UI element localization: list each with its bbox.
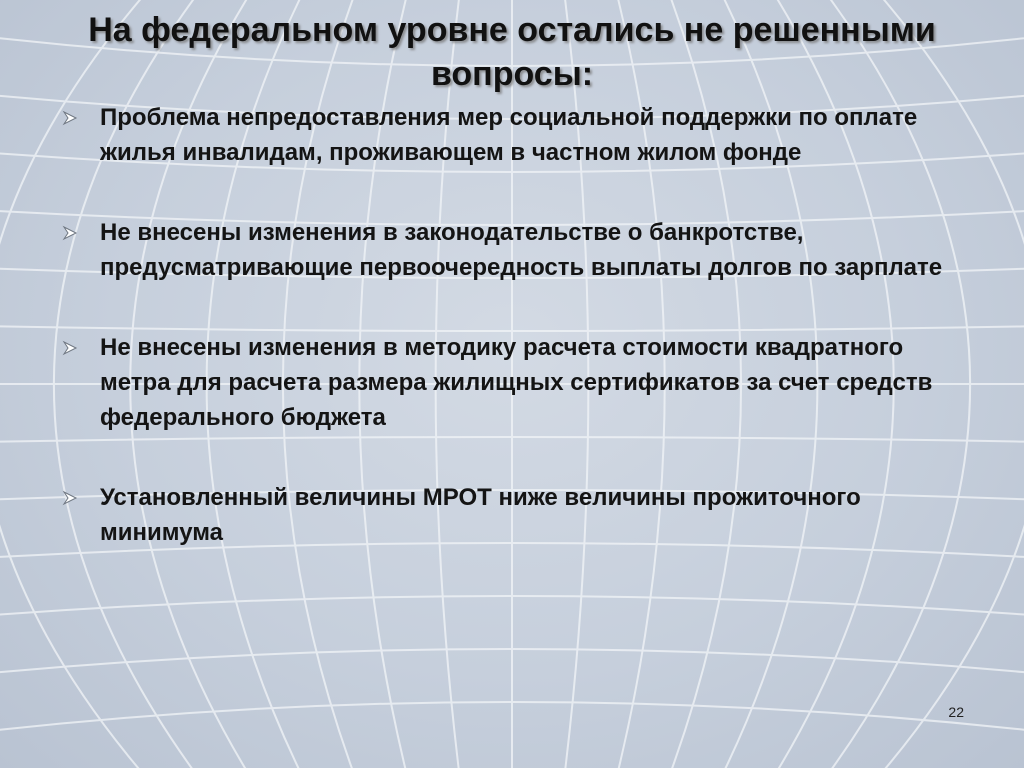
arrow-bullet-icon <box>62 340 78 356</box>
bullet-text: Не внесены изменения в методику расчета стоимости квадратного метра для расчета размера жилищных сертификатов за счет средств федерального бюджета <box>100 334 933 431</box>
bullet-text: Не внесены изменения в законодательстве о банкротстве, предусматривающие первоочередность выплаты долгов по зарплате <box>100 219 943 281</box>
arrow-bullet-icon <box>62 110 78 126</box>
bullet-item <box>62 215 962 285</box>
bullet-item <box>62 100 962 170</box>
bullet-text: Установленный величины МРОТ ниже величины прожиточного минимума <box>100 484 861 546</box>
slide-title: На федеральном уровне остались не решенными вопросы: <box>88 11 936 93</box>
arrow-bullet-icon <box>62 225 78 241</box>
bullet-item <box>62 330 962 435</box>
page-number: 22 <box>948 704 964 720</box>
arrow-bullet-icon <box>62 490 78 506</box>
bullet-text: Проблема непредоставления мер социальной поддержки по оплате жилья инвалидам, проживающем в частном жилом фонде <box>100 104 918 166</box>
bullet-list <box>62 100 962 550</box>
bullet-item <box>62 480 962 550</box>
